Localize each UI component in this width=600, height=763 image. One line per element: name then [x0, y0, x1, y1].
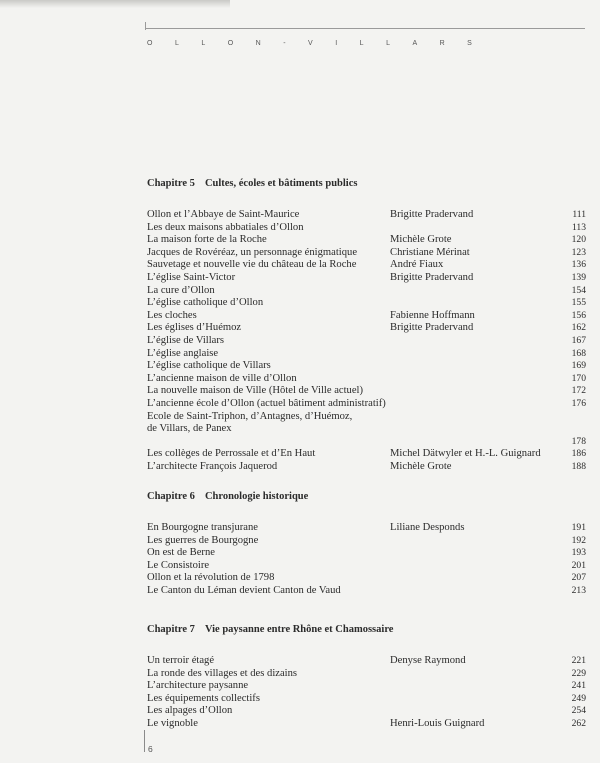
entry-title: Les églises d’Huémoz	[147, 322, 242, 334]
chapter-heading	[147, 491, 577, 502]
entry-page-number: 172	[571, 385, 586, 397]
chapter-heading	[147, 178, 577, 189]
scan-smudge	[0, 0, 230, 8]
entry-page-number: 229	[571, 667, 586, 679]
toc-entry	[147, 297, 586, 310]
chapter-title: Cultes, écoles et bâtiments publics	[204, 178, 358, 189]
toc-entry	[147, 271, 586, 285]
chapter-section	[147, 491, 586, 598]
chapter-number: Chapitre 6	[147, 491, 195, 502]
toc-entry	[147, 347, 586, 361]
entry-title: La ronde des villages et des dizains	[147, 667, 298, 679]
toc-entry	[147, 534, 586, 548]
entry-author: Denyse Raymond	[390, 655, 466, 666]
entry-author: Brigitte Pradervand	[390, 271, 474, 283]
toc-entry	[147, 655, 586, 668]
entry-title: L’église Saint-Victor	[147, 271, 236, 283]
entry-page-number: 201	[571, 559, 586, 571]
entry-author: Michèle Grote	[390, 460, 452, 472]
entry-title: L’église anglaise	[147, 347, 219, 359]
entry-title: Ollon et l’Abbaye de Saint-Maurice	[147, 209, 300, 220]
entry-page-number: 136	[571, 259, 586, 271]
toc-entry	[147, 360, 586, 373]
entry-page-number: 170	[571, 372, 586, 384]
entry-author: Michèle Grote	[390, 234, 452, 246]
entry-title: Un terroir étagé	[147, 655, 215, 666]
chapter-title: Chronologie historique	[204, 491, 309, 502]
entry-author: Michel Dätwyler et H.-L. Guignard	[390, 448, 541, 460]
entry-page-number: 139	[571, 271, 586, 283]
entry-author: Liliane Desponds	[390, 522, 465, 533]
chapter-title: Vie paysanne entre Rhône et Chamossaire	[204, 624, 394, 635]
toc-entry-list	[147, 522, 586, 598]
toc-entry	[147, 460, 586, 474]
toc-entry-list	[147, 655, 586, 731]
toc-entry	[147, 259, 586, 272]
toc-entry	[147, 309, 586, 323]
page-number: 6	[148, 744, 153, 754]
toc-entry	[147, 705, 586, 718]
toc-entry	[147, 372, 586, 386]
entry-title: L’église catholique de Villars	[147, 360, 271, 372]
entry-title: Ecole de Saint-Triphon, d’Antagnes, d’Huémoz, de Villars, de Panex	[147, 410, 353, 435]
entry-page-number: 254	[571, 705, 586, 717]
chapter-number: Chapitre 7	[147, 624, 195, 635]
entry-author: Christiane Mérinat	[390, 246, 470, 258]
toc-entry	[147, 717, 586, 731]
entry-author: Henri-Louis Guignard	[390, 717, 485, 729]
toc-entry	[147, 559, 586, 573]
entry-author: André Fiaux	[390, 259, 444, 271]
toc-entry	[147, 334, 586, 348]
entry-title: Les guerres de Bourgogne	[147, 534, 259, 546]
entry-author: Fabienne Hoffmann	[390, 309, 475, 321]
toc-entry	[147, 246, 586, 260]
toc-entry	[147, 692, 586, 706]
entry-title: Les deux maisons abbatiales d’Ollon	[147, 221, 304, 233]
toc-entry	[147, 209, 586, 222]
toc-entry	[147, 572, 586, 585]
entry-page-number: 162	[571, 322, 586, 334]
toc-entry	[147, 448, 586, 461]
entry-title: Le Canton du Léman devient Canton de Vaud	[147, 584, 341, 596]
toc-entry	[147, 385, 586, 398]
toc-entry	[147, 584, 586, 598]
entry-page-number: 191	[571, 522, 586, 533]
entry-page-number: 120	[571, 234, 586, 246]
entry-title: Jacques de Rovéréaz, un personnage énigmatique	[147, 246, 358, 258]
entry-page-number: 186	[571, 448, 586, 460]
toc-entry	[147, 234, 586, 247]
entry-page-number: 192	[571, 534, 586, 546]
folio-rule	[144, 730, 145, 752]
entry-page-number: 156	[571, 309, 586, 321]
entry-page-number: 207	[571, 572, 586, 584]
chapter-section	[147, 624, 586, 731]
entry-title: La maison forte de la Roche	[147, 234, 267, 246]
entry-page-number: 169	[571, 360, 586, 372]
toc-entry	[147, 397, 586, 411]
toc-entry	[147, 667, 586, 681]
chapter-number: Chapitre 5	[147, 178, 195, 189]
entry-title: L’architecture paysanne	[147, 680, 249, 692]
entry-title: Les cloches	[147, 309, 197, 321]
entry-title: L’ancienne école d’Ollon (actuel bâtiment administratif)	[147, 397, 386, 409]
chapter-heading	[147, 624, 577, 635]
entry-title: La cure d’Ollon	[147, 284, 215, 296]
toc-entry	[147, 410, 586, 449]
entry-title: On est de Berne	[147, 547, 215, 559]
entry-page-number: 249	[571, 692, 586, 704]
entry-page-number: 167	[571, 334, 586, 346]
entry-page-number: 123	[571, 246, 586, 258]
entry-page-number: 188	[571, 460, 586, 472]
entry-page-number: 154	[571, 284, 586, 296]
toc-entry-list	[147, 209, 586, 473]
entry-author: Brigitte Pradervand	[390, 322, 474, 334]
toc-entry	[147, 221, 586, 235]
entry-title: Les équipements collectifs	[147, 692, 260, 704]
entry-title: L’église de Villars	[147, 334, 225, 346]
entry-title: Le vignoble	[147, 717, 198, 729]
running-head: OLLON-VILLARS	[147, 40, 495, 47]
entry-page-number: 213	[571, 584, 586, 596]
entry-title: Sauvetage et nouvelle vie du château de la Roche	[147, 259, 357, 271]
toc-entry	[147, 284, 586, 298]
entry-title: Ollon et la révolution de 1798	[147, 572, 275, 584]
entry-page-number: 111	[572, 209, 586, 220]
entry-title: Les collèges de Perrossale et d’En Haut	[147, 448, 316, 460]
entry-page-number: 193	[571, 547, 586, 559]
header-rule	[145, 28, 585, 29]
entry-title: L’architecte François Jaquerod	[147, 460, 278, 472]
entry-page-number: 176	[571, 397, 586, 409]
entry-title: Le Consistoire	[147, 559, 210, 571]
entry-page-number: 178	[571, 435, 586, 447]
entry-page-number: 241	[571, 680, 586, 692]
entry-title: Les alpages d’Ollon	[147, 705, 233, 717]
entry-page-number: 262	[571, 717, 586, 729]
entry-page-number: 221	[571, 655, 586, 666]
entry-title: La nouvelle maison de Ville (Hôtel de Ville actuel)	[147, 385, 364, 397]
toc-entry	[147, 680, 586, 693]
entry-title: En Bourgogne transjurane	[147, 522, 259, 533]
chapter-section	[147, 178, 586, 473]
entry-page-number: 168	[571, 347, 586, 359]
entry-title: L’église catholique d’Ollon	[147, 297, 264, 309]
entry-page-number: 155	[571, 297, 586, 309]
entry-title: L’ancienne maison de ville d’Ollon	[147, 372, 297, 384]
entry-page-number: 113	[571, 221, 586, 233]
entry-author: Brigitte Pradervand	[390, 209, 474, 220]
toc-entry	[147, 322, 586, 335]
toc-entry	[147, 547, 586, 560]
toc-entry	[147, 522, 586, 535]
